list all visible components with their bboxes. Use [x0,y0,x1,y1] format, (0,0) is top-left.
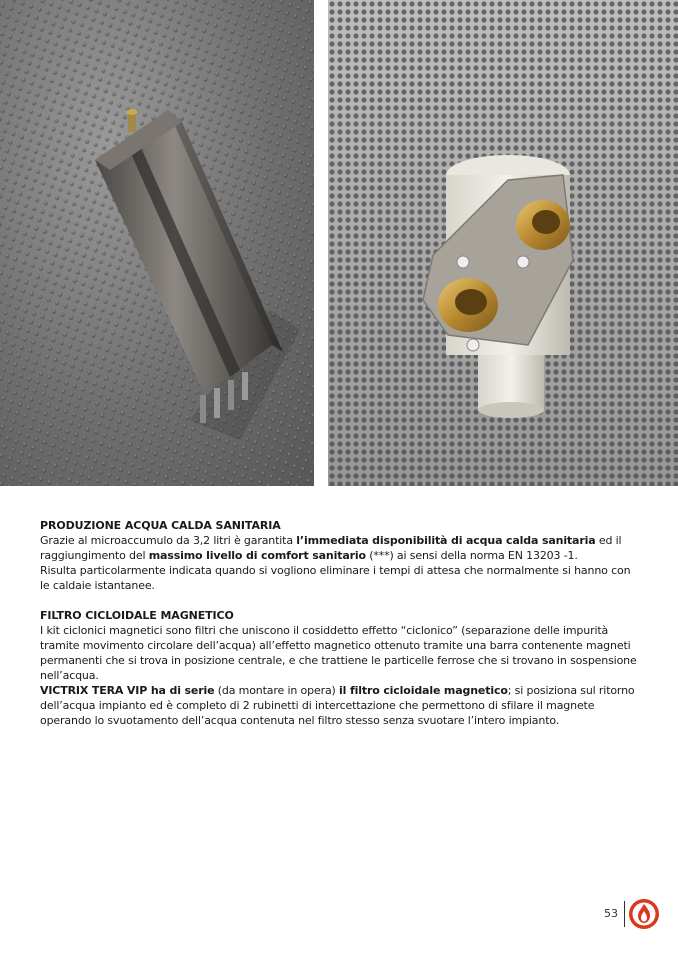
paragraph-filter-1 [40,623,640,683]
section-heading-filter: FILTRO CICLOIDALE MAGNETICO [40,609,234,622]
bold-segment: massimo livello di comfort sanitario [148,549,366,562]
text-segment: (da montare in opera) [214,684,340,697]
bold-segment: il filtro cicloidale magnetico [339,684,508,697]
text-segment: Grazie al microaccumulo da 3,2 litri è garantita [40,534,297,547]
magnetic-filter-photo [328,0,678,486]
section-heading-hot-water: PRODUZIONE ACQUA CALDA SANITARIA [40,519,281,532]
text-segment: I kit ciclonici magnetici sono filtri che uniscono il cosiddetto effetto “ciclonico” (separazione delle impurità tramite movimento circolare dell’acqua) all’effetto magnetico ottenuto tramite una barra contenente magneti permanenti che si trova in posizione centrale, e che trattiene le particelle ferrose che si trovano in sospensione nell’acqua. [40,624,637,682]
section-spacer [40,593,640,608]
page-number: 53 [604,907,618,920]
paragraph-hot-water-1 [40,533,640,563]
bold-segment: VICTRIX TERA VIP ha di serie [40,684,215,697]
bold-segment: l’immediata disponibilità di acqua calda sanitaria [296,534,596,547]
text-segment: ed il raggiungimento del [40,534,622,562]
text-segment: ; si posiziona sul ritorno dell’acqua impianto ed è completo di 2 rubinetti di intercettazione che permettono di sfilare il magnete operando lo svuotamento dell’acqua contenuta nel filtro stesso senza svuotare l’intero impianto. [40,684,635,727]
content-text [40,518,640,728]
magnetic-bar-photo [0,0,314,486]
paragraph-filter-2 [40,683,640,728]
text-segment: (***) ai sensi della norma EN 13203 -1. [365,549,578,562]
footer-divider [624,901,625,927]
paragraph-hot-water-2 [40,563,640,593]
flame-logo-icon [628,898,660,930]
text-segment: Risulta particolarmente indicata quando si vogliono eliminare i tempi di attesa che normalmente si hanno con le caldaie istantanee. [40,564,631,592]
